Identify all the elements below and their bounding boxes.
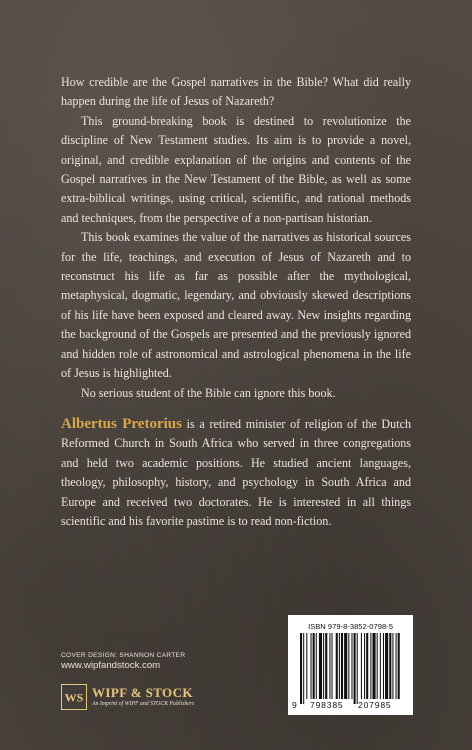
cover-design-credit: COVER DESIGN: SHANNON CARTER: [61, 652, 186, 659]
barcode-digit-first: 9: [292, 700, 298, 710]
barcode-bar: [329, 633, 330, 699]
barcode-bar: [380, 633, 381, 699]
barcode-bar: [341, 633, 343, 699]
barcode-bar: [339, 633, 340, 699]
barcode-bar: [354, 633, 356, 704]
isbn-barcode: [288, 615, 413, 715]
barcode-bar: [316, 633, 317, 699]
publisher-mark-icon: [61, 684, 87, 710]
barcode-bar: [392, 633, 393, 699]
barcode-bar: [306, 633, 307, 699]
publisher-website: www.wipfandstock.com: [61, 660, 161, 671]
author-name: Albertus Pretorius: [61, 416, 182, 432]
author-bio: [61, 415, 411, 531]
barcode-bar: [323, 633, 324, 699]
barcode-bar: [348, 633, 349, 699]
barcode-bars: [288, 615, 413, 715]
barcode-bar: [325, 633, 327, 699]
barcode-bar: [383, 633, 384, 699]
publisher-name: WIPF & STOCK: [92, 685, 193, 700]
barcode-bar: [398, 633, 400, 699]
blurb-paragraph-1: How credible are the Gospel narratives in the Bible? What did really happen during the life of Jesus of Nazareth?: [61, 75, 411, 109]
barcode-bar: [396, 633, 397, 699]
isbn-label: ISBN 979-8-3852-0798-5: [308, 622, 393, 631]
credits: [61, 652, 185, 671]
blurb-paragraph-4: No serious student of the Bible can ignore this book.: [81, 385, 336, 400]
barcode-bar: [303, 633, 304, 704]
barcode-bar: [364, 633, 365, 699]
barcode-bar: [385, 633, 388, 699]
barcode-bar: [377, 633, 378, 699]
publisher-imprint-line: An Imprint of WIPF and STOCK Publishers: [92, 701, 195, 707]
barcode-bar: [370, 633, 371, 699]
blurb-paragraph-3: This book examines the value of the narratives as historical sources for the life, teachings, and execution of Jesus of Nazareth and to reconstruct his life as far as possible after the mythological, metaphysical, dogmatic, legendary, and obviously skewed descriptions of his life have been exposed and cleared away. New insights regarding the background of the Gospels are presented and the previously ignored and hidden role of astronomical and astrological phenomena in the life of Jesus is highlighted.: [61, 230, 411, 381]
barcode-bar: [372, 633, 375, 699]
publisher-logo: [61, 684, 194, 710]
barcode-bar: [366, 633, 368, 699]
barcode-digit-group-2: 207985: [358, 700, 392, 710]
ws-monogram-icon: [63, 686, 85, 708]
barcode-bar: [389, 633, 391, 699]
back-cover-blurb: [61, 73, 411, 403]
barcode-bar: [300, 633, 302, 704]
barcode-bar: [361, 633, 362, 699]
barcode-bar: [332, 633, 333, 699]
barcode-digit-group-1: 798385: [310, 700, 344, 710]
ws-monogram-text: WS: [64, 690, 84, 705]
barcode-bar: [319, 633, 322, 699]
author-bio-text: is a retired minister of religion of the Dutch Reformed Church in South Africa who served in three congregations and held two academic positions. He studied ancient languages, theology, philosophy, history, and psychology in South Africa and Europe and received two doctorates. He is interested in all things scientific and his favorite pastime is to read non-fiction.: [61, 417, 411, 529]
barcode-bar: [336, 633, 338, 699]
barcode-bar: [351, 633, 352, 699]
barcode-bar: [344, 633, 347, 699]
barcode-bar: [311, 633, 312, 699]
barcode-bar: [357, 633, 358, 704]
blurb-paragraph-2: This ground-breaking book is destined to revolutionize the discipline of New Testament studies. Its aim is to provide a novel, original, and credible explanation of the origins and contents of the Gospel narratives in the New Testament of the Bible, as well as some extra-biblical writings, using critical, scientific, and rational methods and techniques, from the perspective of a non-partisan historian.: [61, 113, 411, 225]
barcode-bar: [313, 633, 315, 699]
